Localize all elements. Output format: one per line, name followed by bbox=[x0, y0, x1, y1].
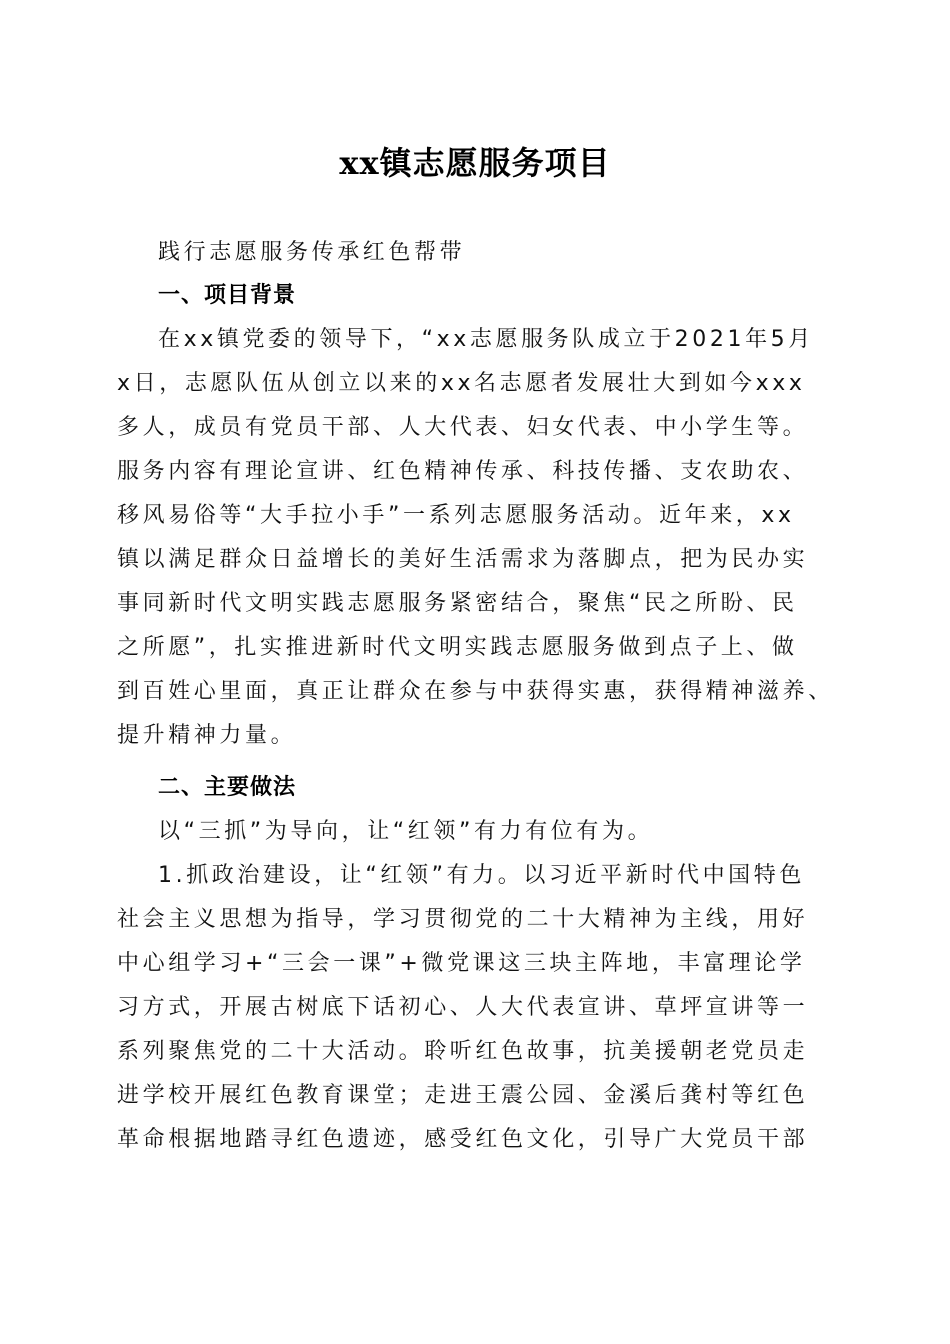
paragraph-line: 移风易俗等“大手拉小手”一系列志愿服务活动。近年来，xx bbox=[117, 503, 795, 528]
section-heading-background: 一、项目背景 bbox=[158, 283, 297, 308]
paragraph-line: 在xx镇党委的领导下，“xx志愿服务队成立于2021年5月 bbox=[158, 327, 814, 352]
paragraph-line: 1.抓政治建设，让“红领”有力。以习近平新时代中国特色 bbox=[158, 863, 805, 888]
paragraph-line: x日，志愿队伍从创立以来的xx名志愿者发展壮大到如今xxx bbox=[117, 371, 806, 396]
paragraph-line: 提升精神力量。 bbox=[117, 723, 297, 748]
section-heading-methods: 二、主要做法 bbox=[158, 775, 297, 800]
paragraph-line: 习方式，开展古树底下话初心、人大代表宣讲、草坪宣讲等一 bbox=[117, 995, 809, 1020]
paragraph-line: 到百姓心里面，真正让群众在参与中获得实惠，获得精神滋养、 bbox=[117, 679, 834, 704]
document-subtitle: 践行志愿服务传承红色帮带 bbox=[158, 240, 466, 265]
paragraph-line: 社会主义思想为指导，学习贯彻党的二十大精神为主线，用好 bbox=[117, 907, 809, 932]
paragraph-line: 系列聚焦党的二十大活动。聆听红色故事，抗美援朝老党员走 bbox=[117, 1039, 809, 1064]
paragraph-line: 之所愿”，扎实推进新时代文明实践志愿服务做到点子上、做 bbox=[117, 635, 798, 660]
paragraph-line: 服务内容有理论宣讲、红色精神传承、科技传播、支农助农、 bbox=[117, 459, 809, 484]
paragraph-line: 革命根据地踏寻红色遗迹，感受红色文化，引导广大党员干部 bbox=[117, 1127, 809, 1152]
paragraph-line: 事同新时代文明实践志愿服务紧密结合，聚焦“民之所盼、民 bbox=[117, 591, 798, 616]
paragraph-line: 多人，成员有党员干部、人大代表、妇女代表、中小学生等。 bbox=[117, 415, 809, 440]
section-intro: 以“三抓”为导向，让“红领”有力有位有为。 bbox=[158, 819, 654, 844]
paragraph-line: 中心组学习+“三会一课”+微党课这三块主阵地，丰富理论学 bbox=[117, 951, 806, 976]
document-title: xx镇志愿服务项目 bbox=[339, 144, 611, 182]
paragraph-line: 进学校开展红色教育课堂；走进王震公园、金溪后龚村等红色 bbox=[117, 1083, 809, 1108]
paragraph-line: 镇以满足群众日益增长的美好生活需求为落脚点，把为民办实 bbox=[117, 547, 809, 572]
